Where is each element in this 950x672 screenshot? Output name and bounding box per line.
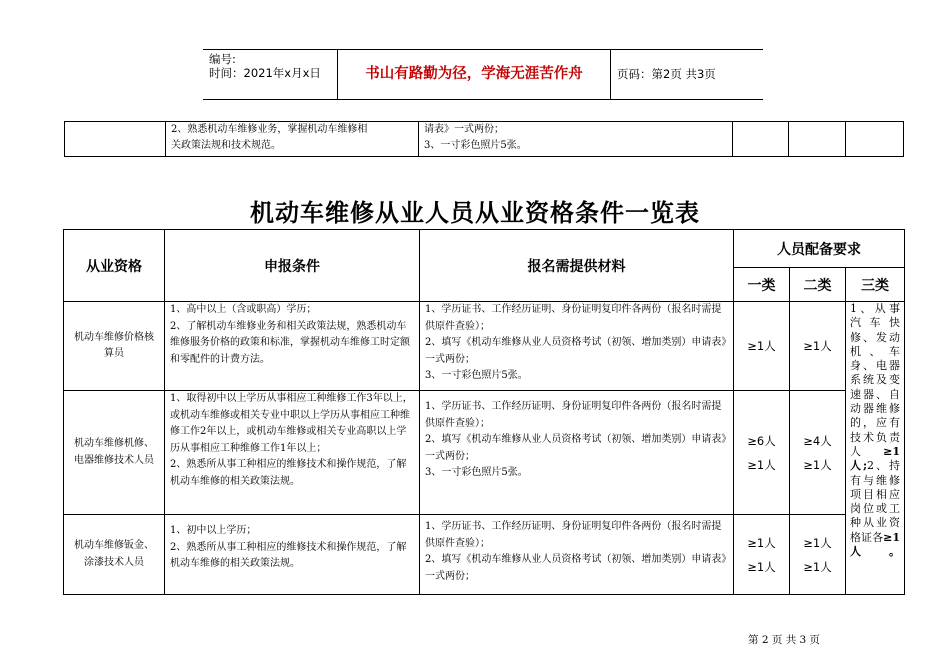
class3-note: 1、从事汽车快修、发动机、车身、电器系统及变速器、自动器维修的，应有技术负责人≥1人;2、持有与维修项目相应岗位或工种从业资格证各≥1人。 — [846, 302, 905, 595]
continued-materials: 请表》一式两份； 3、一寸彩色照片5张。 — [419, 122, 733, 157]
qualification-cell: 机动车维修价格核算员 — [64, 302, 165, 391]
header-page-label: 页码：第2页 共3页 — [617, 67, 716, 81]
header-row — [64, 230, 905, 268]
qualification-cell: 机动车维修机修、电器维修技术人员 — [64, 391, 165, 515]
time-label: 时间：2021年x月x日 — [209, 66, 321, 80]
class1-cell: ≥1人 ≥1人 — [734, 515, 790, 595]
qualification-cell: 机动车维修钣金、涂漆技术人员 — [64, 515, 165, 595]
conditions-cell: 1、高中以上（含或职高）学历； 2、了解机动车维修业务和相关政策法规，熟悉机动车维修服务价格的政策和标准，掌握机动车维修工时定额和零配件的计费方法。 — [165, 302, 420, 391]
table-row — [64, 302, 905, 391]
class1-cell: ≥6人 ≥1人 — [734, 391, 790, 515]
page-header — [203, 49, 763, 100]
table-row — [64, 515, 905, 595]
class2-cell: ≥1人 — [790, 302, 846, 391]
header-class1: 一类 — [734, 268, 790, 302]
header-conditions: 申报条件 — [165, 230, 420, 302]
header-meta — [203, 50, 338, 99]
page-footer: 第 2 页 共 3 页 — [748, 634, 821, 646]
number-label: 编号: — [209, 52, 236, 66]
header-class2: 二类 — [790, 268, 846, 302]
class2-cell: ≥1人 ≥1人 — [790, 515, 846, 595]
header-materials: 报名需提供材料 — [420, 230, 734, 302]
class1-cell: ≥1人 — [734, 302, 790, 391]
header-motto: 书山有路勤为径，学海无涯苦作舟 — [338, 50, 611, 99]
header-staffing: 人员配备要求 — [734, 230, 905, 268]
header-qualification: 从业资格 — [64, 230, 165, 302]
page-title: 机动车维修从业人员从业资格条件一览表 — [250, 199, 700, 227]
class2-cell: ≥4人 ≥1人 — [790, 391, 846, 515]
continued-conditions: 2、熟悉机动车维修业务，掌握机动车维修相 关政策法规和技术规范。 — [166, 122, 419, 157]
conditions-cell: 1、取得初中以上学历从事相应工种维修工作3年以上，或机动车维修或相关专业中职以上学历从事相应工种维修工作2年以上，或机动车维修或相关专业高职以上学历从事相应工种维修工作1年以上； 2、熟悉所从事工种相应的维修技术和操作规范，了解机动车维修的相关政策法规。 — [165, 391, 420, 515]
header-class3: 三类 — [846, 268, 905, 302]
continued-table — [64, 121, 904, 157]
table-row — [64, 391, 905, 515]
materials-cell: 1、学历证书、工作经历证明、身份证明复印件各两份（报名时需提供原件查验）； 2、填写《机动车维修从业人员资格考试（初领、增加类别）申请表》一式两份； 3、一寸彩色照片5张。 — [420, 302, 734, 391]
materials-cell: 1、学历证书、工作经历证明、身份证明复印件各两份（报名时需提供原件查验）； 2、填写《机动车维修从业人员资格考试（初领、增加类别）申请表》一式两份； — [420, 515, 734, 595]
table-row — [65, 122, 904, 157]
qualification-table — [63, 229, 905, 595]
materials-cell: 1、学历证书、工作经历证明、身份证明复印件各两份（报名时需提供原件查验）； 2、填写《机动车维修从业人员资格考试（初领、增加类别）申请表》一式两份； 3、一寸彩色照片5张。 — [420, 391, 734, 515]
conditions-cell: 1、初中以上学历； 2、熟悉所从事工种相应的维修技术和操作规范，了解机动车维修的相关政策法规。 — [165, 515, 420, 595]
